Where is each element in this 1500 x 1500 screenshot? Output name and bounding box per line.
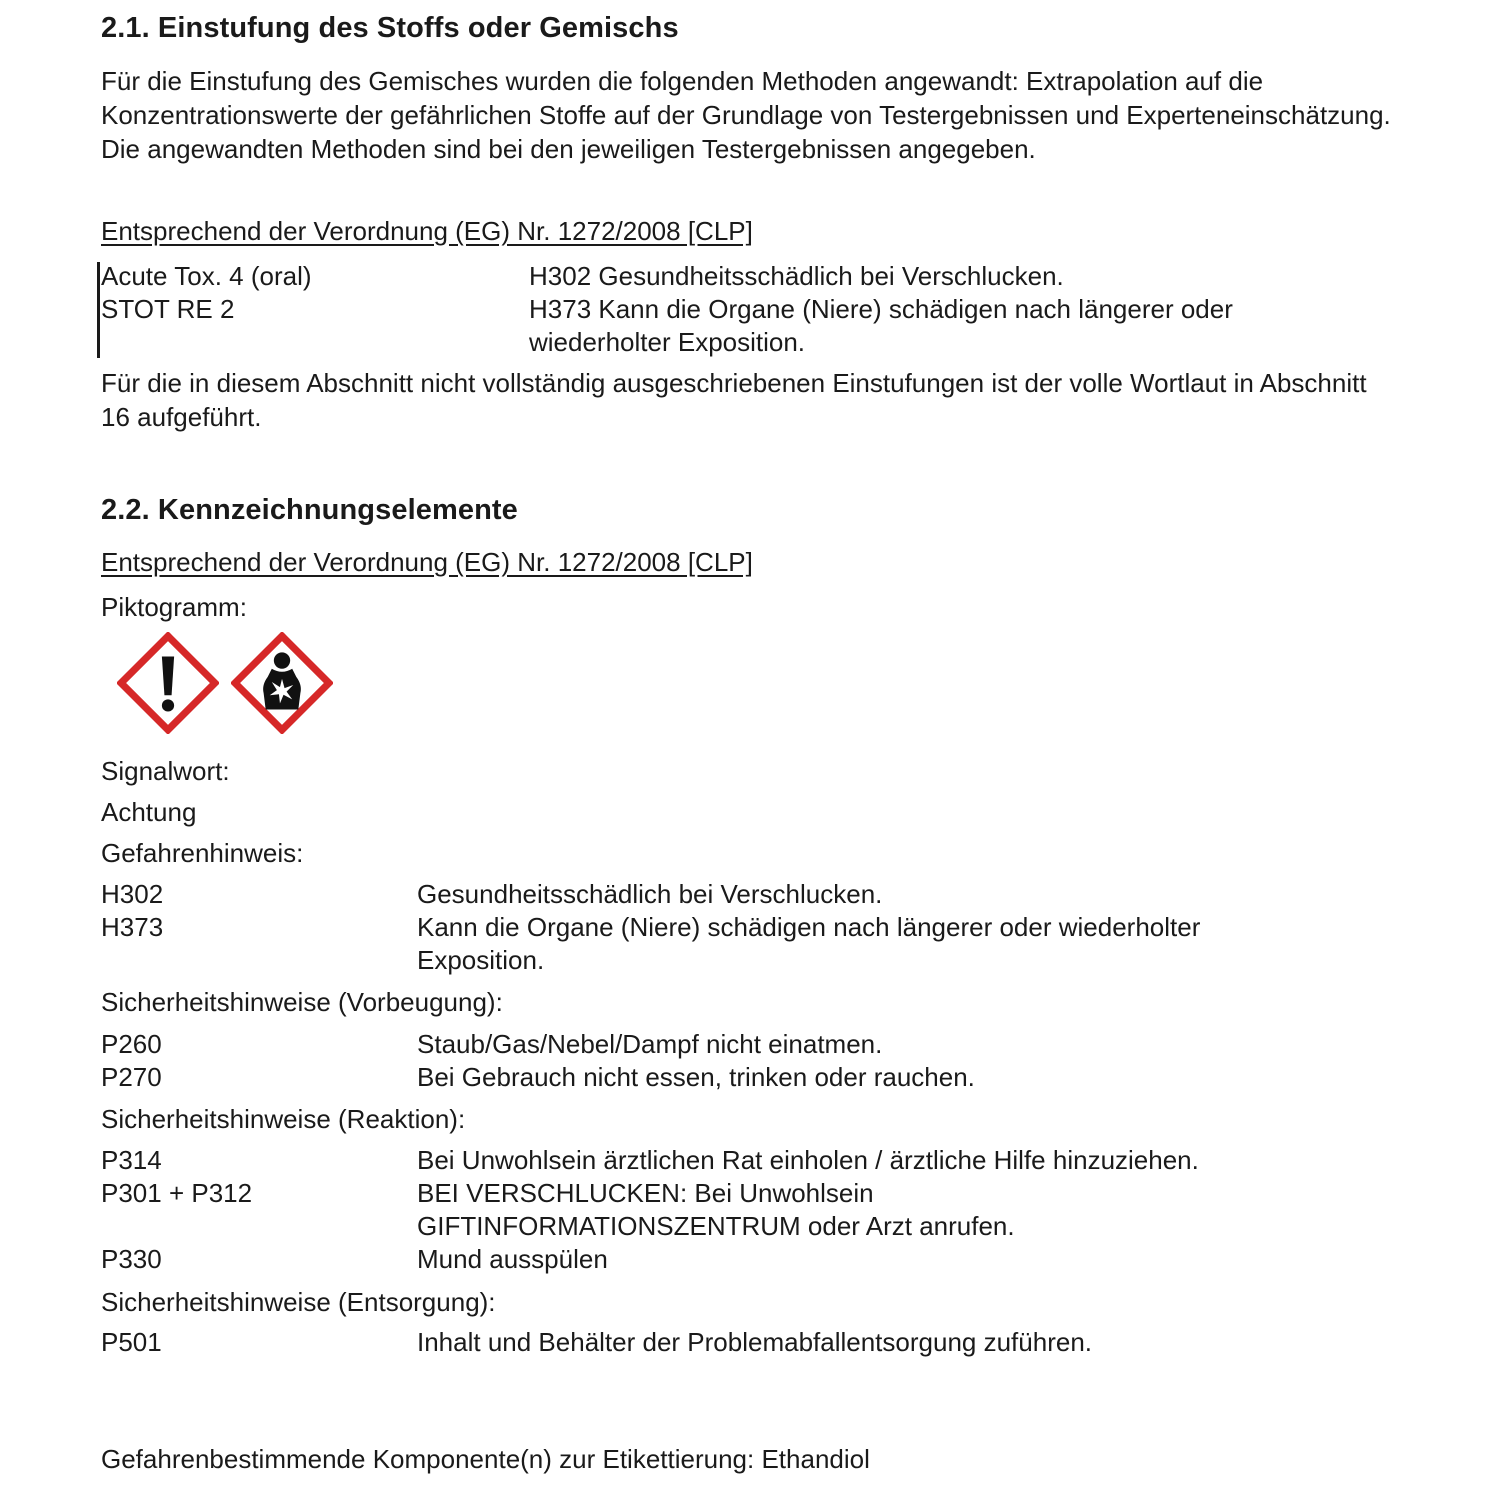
precaution-code: P501 xyxy=(101,1327,162,1357)
hazard-statement-label: Gefahrenhinweis: xyxy=(101,838,304,868)
regulation-reference-1: Entsprechend der Verordnung (EG) Nr. 1272/2008 [CLP] xyxy=(101,216,753,246)
hazard-code: H373 xyxy=(101,912,164,942)
section-2-2-heading: 2.2. Kennzeichnungselemente xyxy=(101,494,518,526)
hazard-text: Kann die Organe (Niere) schädigen nach längerer oder wiederholter Exposition. xyxy=(417,912,1201,975)
precaution-code: P314 xyxy=(101,1145,162,1175)
precaution-text: Bei Unwohlsein ärztlichen Rat einholen / ärztliche Hilfe hinzuziehen. xyxy=(417,1145,1199,1175)
hazard-statement-row xyxy=(101,878,1401,911)
classification-class: Acute Tox. 4 (oral) xyxy=(101,261,312,291)
signal-word: Achtung xyxy=(101,797,197,827)
precaution-row xyxy=(101,1177,1401,1243)
precaution-text: Staub/Gas/Nebel/Dampf nicht einatmen. xyxy=(417,1029,883,1059)
classification-class: STOT RE 2 xyxy=(101,294,235,324)
classification-row xyxy=(101,260,1391,293)
reaction-label: Sicherheitshinweise (Reaktion): xyxy=(101,1104,466,1134)
health-hazard-icon xyxy=(231,632,333,734)
precaution-code: P270 xyxy=(101,1062,162,1092)
hazardous-components: Gefahrenbestimmende Komponente(n) zur Etikettierung: Ethandiol xyxy=(101,1444,870,1474)
hazard-text: Gesundheitsschädlich bei Verschlucken. xyxy=(417,879,883,909)
precaution-row xyxy=(101,1243,1401,1276)
section-2-1-note: Für die in diesem Abschnitt nicht vollständig ausgeschriebenen Einstufungen ist der volle Wortlaut in Abschnitt 16 aufgeführt. xyxy=(101,368,1367,432)
precaution-row xyxy=(101,1144,1401,1177)
precaution-text: BEI VERSCHLUCKEN: Bei Unwohlsein GIFTINFORMATIONSZENTRUM oder Arzt anrufen. xyxy=(417,1178,1015,1241)
precaution-code: P260 xyxy=(101,1029,162,1059)
disposal-label: Sicherheitshinweise (Entsorgung): xyxy=(101,1287,496,1317)
exclamation-mark-icon xyxy=(117,632,219,734)
change-bar xyxy=(97,262,100,358)
precaution-text: Mund ausspülen xyxy=(417,1244,608,1274)
precaution-text: Inhalt und Behälter der Problemabfallentsorgung zuführen. xyxy=(417,1327,1092,1357)
hazard-statement-row xyxy=(101,911,1401,977)
precaution-code: P330 xyxy=(101,1244,162,1274)
hazard-code: H302 xyxy=(101,879,164,909)
classification-table xyxy=(101,260,1391,359)
disposal-list xyxy=(101,1326,1401,1359)
classification-statement: H373 Kann die Organe (Niere) schädigen nach längerer oder wiederholter Exposition. xyxy=(529,294,1233,357)
precaution-row xyxy=(101,1326,1401,1359)
classification-row xyxy=(101,293,1391,359)
precaution-row xyxy=(101,1028,1401,1061)
prevention-label: Sicherheitshinweise (Vorbeugung): xyxy=(101,987,503,1017)
regulation-reference-2: Entsprechend der Verordnung (EG) Nr. 1272/2008 [CLP] xyxy=(101,547,753,577)
hazard-statement-list xyxy=(101,878,1401,977)
section-2-1-heading: 2.1. Einstufung des Stoffs oder Gemischs xyxy=(101,12,679,44)
prevention-list xyxy=(101,1028,1401,1094)
section-2-1-intro: Für die Einstufung des Gemisches wurden die folgenden Methoden angewandt: Extrapolation auf die Konzentrationswerte der gefährlichen Stoffe auf der Grundlage von Testergebnissen und Experteneinschätzung. Die angewandten Methoden sind bei den jeweiligen Testergebnissen angegeben. xyxy=(101,66,1391,164)
precaution-code: P301 + P312 xyxy=(101,1178,253,1208)
precaution-text: Bei Gebrauch nicht essen, trinken oder rauchen. xyxy=(417,1062,975,1092)
pictogram-row xyxy=(117,632,333,734)
classification-statement: H302 Gesundheitsschädlich bei Verschlucken. xyxy=(529,261,1064,291)
pictogram-label: Piktogramm: xyxy=(101,592,247,622)
precaution-row xyxy=(101,1061,1401,1094)
signal-word-label: Signalwort: xyxy=(101,756,230,786)
reaction-list xyxy=(101,1144,1401,1276)
